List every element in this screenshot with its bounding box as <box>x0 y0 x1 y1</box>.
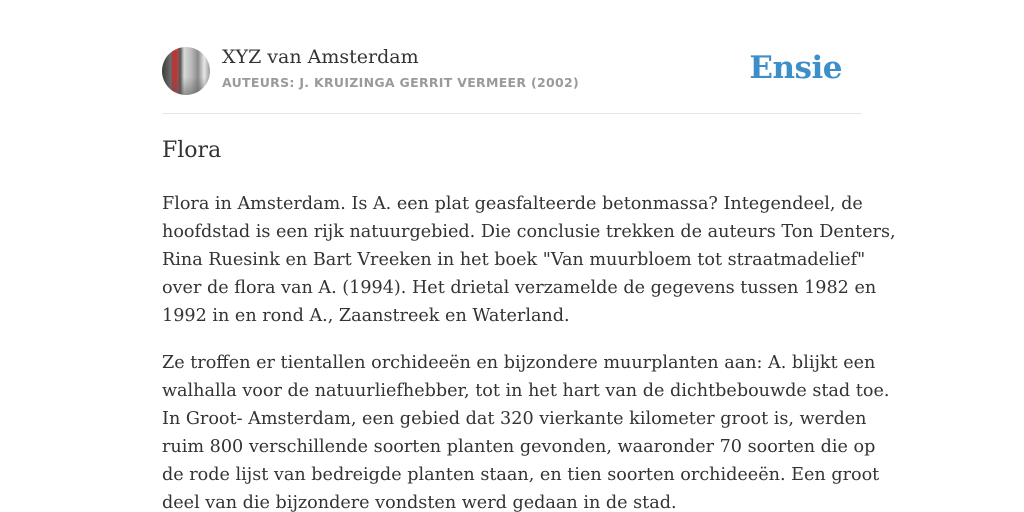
paragraph-line: de rode lijst van bedreigde planten staan, en tien soorten orchideeën. Een groot <box>162 465 880 485</box>
ensie-logo[interactable]: Ensie <box>749 50 842 86</box>
dictionary-avatar[interactable] <box>162 47 210 95</box>
entry-paragraph-2 <box>162 349 890 512</box>
entry-paragraph-1 <box>162 190 896 330</box>
paragraph-line: walhalla voor de natuurliefhebber, tot in het hart van de dichtbebouwde stad toe. <box>162 381 890 401</box>
paragraph-line: Rina Ruesink en Bart Vreeken in het boek "Van muurbloem tot straatmadelief" <box>162 250 866 270</box>
dictionary-header <box>162 0 862 114</box>
paragraph-line: Ze troffen er tientallen orchideeën en bijzondere muurplanten aan: A. blijkt een <box>162 353 876 373</box>
avatar-image-shade <box>162 77 210 95</box>
paragraph-line: over de flora van A. (1994). Het drietal verzamelde de gegevens tussen 1982 en <box>162 278 877 298</box>
dictionary-title[interactable]: XYZ van Amsterdam <box>222 46 419 68</box>
paragraph-line: ruim 800 verschillende soorten planten gevonden, waaronder 70 soorten die op <box>162 437 876 457</box>
paragraph-line: hoofdstad is een rijk natuurgebied. Die conclusie trekken de auteurs Ton Denters, <box>162 222 896 242</box>
paragraph-line: In Groot- Amsterdam, een gebied dat 320 vierkante kilometer groot is, werden <box>162 409 867 429</box>
dictionary-authors: AUTEURS: J. KRUIZINGA GERRIT VERMEER (2002) <box>222 75 579 90</box>
paragraph-line: Flora in Amsterdam. Is A. een plat geasfalteerde betonmassa? Integendeel, de <box>162 194 863 214</box>
paragraph-line: deel van die bijzondere vondsten werd gedaan in de stad. <box>162 493 677 512</box>
entry-title: Flora <box>162 138 222 163</box>
paragraph-line: 1992 in en rond A., Zaanstreek en Waterland. <box>162 306 570 326</box>
page-content <box>162 0 896 512</box>
